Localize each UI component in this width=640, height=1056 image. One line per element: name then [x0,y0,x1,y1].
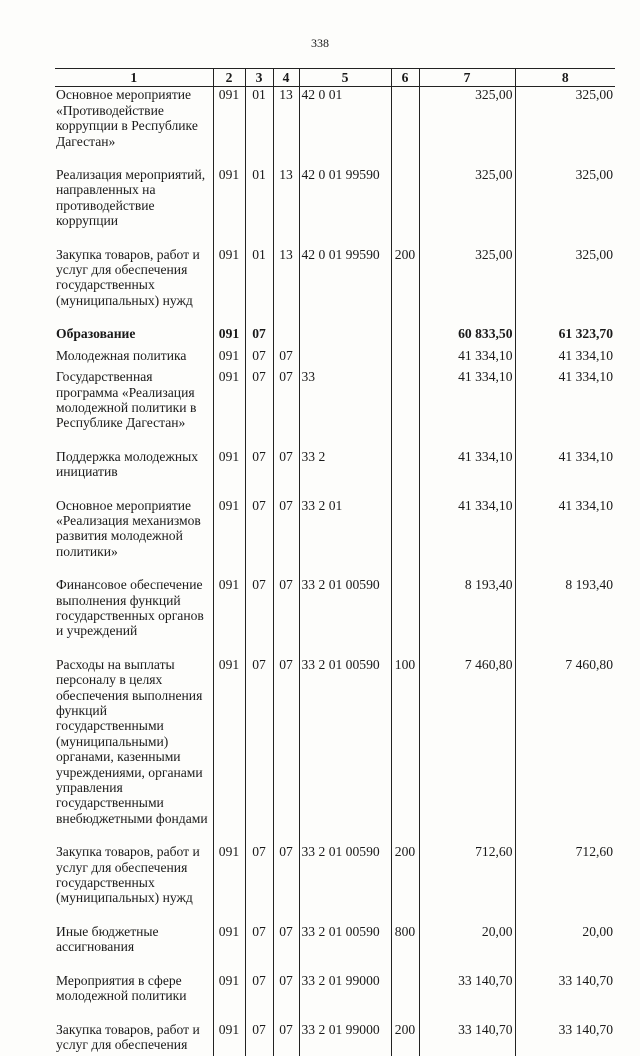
row-c3-cell: 07 [245,369,273,449]
row-c3-cell: 01 [245,167,273,247]
row-c8-cell: 41 334,10 [515,498,615,578]
row-c3-cell: 07 [245,973,273,1022]
row-c7-cell: 60 833,50 [419,326,515,347]
row-c5-cell: 33 2 01 99000 [299,1022,391,1056]
row-c2-cell: 091 [213,369,245,449]
row-c8-cell: 712,60 [515,844,615,924]
row-c4-cell: 07 [273,498,299,578]
table-row [55,657,615,844]
row-c8-cell: 325,00 [515,247,615,327]
table-row [55,87,615,167]
row-c5-cell: 33 2 01 00590 [299,657,391,844]
row-c3-cell: 07 [245,449,273,498]
row-c7-cell: 325,00 [419,87,515,167]
row-c7-cell: 41 334,10 [419,449,515,498]
row-c8-cell: 41 334,10 [515,348,615,369]
row-c4-cell: 13 [273,167,299,247]
row-c5-cell: 42 0 01 99590 [299,167,391,247]
row-c8-cell: 325,00 [515,167,615,247]
row-c7-cell: 41 334,10 [419,498,515,578]
row-c7-cell: 7 460,80 [419,657,515,844]
row-c8-cell: 325,00 [515,87,615,167]
row-c2-cell: 091 [213,924,245,973]
row-c5-cell: 33 2 01 00590 [299,577,391,657]
row-c6-cell [391,577,419,657]
row-c3-cell: 07 [245,1022,273,1056]
row-c4-cell: 07 [273,973,299,1022]
row-c8-cell: 20,00 [515,924,615,973]
header-col-1: 1 [55,69,213,87]
row-c7-cell: 325,00 [419,167,515,247]
header-row [55,69,615,87]
row-c5-cell: 42 0 01 [299,87,391,167]
row-c2-cell: 091 [213,657,245,844]
row-name-cell: Закупка товаров, работ и услуг для обеспечения государственных (муниципальных) нужд [55,247,213,327]
row-c7-cell: 712,60 [419,844,515,924]
row-c2-cell: 091 [213,348,245,369]
row-c4-cell: 13 [273,247,299,327]
table-row [55,449,615,498]
row-c2-cell: 091 [213,87,245,167]
row-c5-cell: 42 0 01 99590 [299,247,391,327]
row-c6-cell [391,326,419,347]
row-c8-cell: 41 334,10 [515,449,615,498]
row-c4-cell: 07 [273,657,299,844]
table-row [55,348,615,369]
row-name-cell: Мероприятия в сфере молодежной политики [55,973,213,1022]
row-c4-cell: 07 [273,577,299,657]
table-row [55,924,615,973]
header-col-5: 5 [299,69,391,87]
row-c3-cell: 07 [245,326,273,347]
row-c7-cell: 20,00 [419,924,515,973]
row-c6-cell [391,973,419,1022]
row-c6-cell [391,498,419,578]
row-c5-cell: 33 2 [299,449,391,498]
row-c2-cell: 091 [213,326,245,347]
row-name-cell: Основное мероприятие «Противодействие коррупции в Республике Дагестан» [55,87,213,167]
row-name-cell: Образование [55,326,213,347]
row-c8-cell: 8 193,40 [515,577,615,657]
header-col-8: 8 [515,69,615,87]
table-row [55,247,615,327]
table-row [55,577,615,657]
row-c3-cell: 07 [245,577,273,657]
row-c3-cell: 07 [245,844,273,924]
row-c5-cell: 33 2 01 00590 [299,844,391,924]
row-c4-cell: 07 [273,844,299,924]
row-c5-cell [299,326,391,347]
row-c8-cell: 7 460,80 [515,657,615,844]
table-row [55,973,615,1022]
header-col-7: 7 [419,69,515,87]
row-name-cell: Иные бюджетные ассигнования [55,924,213,973]
row-c2-cell: 091 [213,449,245,498]
row-c8-cell: 61 323,70 [515,326,615,347]
row-c7-cell: 41 334,10 [419,369,515,449]
row-c4-cell: 07 [273,348,299,369]
row-name-cell: Закупка товаров, работ и услуг для обеспечения [55,1022,213,1056]
header-col-3: 3 [245,69,273,87]
table-body [55,87,615,1056]
row-c6-cell: 800 [391,924,419,973]
row-name-cell: Закупка товаров, работ и услуг для обеспечения государственных (муниципальных) нужд [55,844,213,924]
row-c2-cell: 091 [213,498,245,578]
row-c4-cell: 07 [273,369,299,449]
page-number: 338 [0,36,640,51]
row-name-cell: Поддержка молодежных инициатив [55,449,213,498]
row-c7-cell: 325,00 [419,247,515,327]
row-c4-cell: 07 [273,924,299,973]
row-c8-cell: 33 140,70 [515,973,615,1022]
row-c6-cell [391,449,419,498]
row-c7-cell: 8 193,40 [419,577,515,657]
row-c2-cell: 091 [213,973,245,1022]
table-row [55,326,615,347]
row-c2-cell: 091 [213,577,245,657]
row-c3-cell: 07 [245,498,273,578]
row-c7-cell: 33 140,70 [419,1022,515,1056]
row-name-cell: Молодежная политика [55,348,213,369]
row-c6-cell: 200 [391,247,419,327]
row-name-cell: Расходы на выплаты персоналу в целях обеспечения выполнения функций государственными (муниципальными) органами, казенными учреждениями, органами управления государственными внебюджетными фондами [55,657,213,844]
row-c3-cell: 01 [245,87,273,167]
row-c3-cell: 07 [245,657,273,844]
row-c3-cell: 07 [245,924,273,973]
row-name-cell: Основное мероприятие «Реализация механизмов развития молодежной политики» [55,498,213,578]
row-c6-cell [391,369,419,449]
row-c4-cell [273,326,299,347]
header-col-6: 6 [391,69,419,87]
row-c5-cell: 33 2 01 00590 [299,924,391,973]
row-name-cell: Государственная программа «Реализация молодежной политики в Республике Дагестан» [55,369,213,449]
row-c6-cell: 200 [391,1022,419,1056]
row-c6-cell: 200 [391,844,419,924]
row-c2-cell: 091 [213,1022,245,1056]
row-c7-cell: 33 140,70 [419,973,515,1022]
row-c4-cell: 13 [273,87,299,167]
row-name-cell: Финансовое обеспечение выполнения функций государственных органов и учреждений [55,577,213,657]
row-c6-cell [391,87,419,167]
row-c4-cell: 07 [273,449,299,498]
table-row [55,844,615,924]
row-c2-cell: 091 [213,844,245,924]
row-c5-cell [299,348,391,369]
row-c5-cell: 33 [299,369,391,449]
header-col-2: 2 [213,69,245,87]
row-name-cell: Реализация мероприятий, направленных на противодействие коррупции [55,167,213,247]
row-c6-cell [391,167,419,247]
row-c6-cell: 100 [391,657,419,844]
table-row [55,498,615,578]
row-c5-cell: 33 2 01 [299,498,391,578]
row-c8-cell: 33 140,70 [515,1022,615,1056]
row-c2-cell: 091 [213,167,245,247]
table-row [55,369,615,449]
row-c3-cell: 01 [245,247,273,327]
table-row [55,167,615,247]
row-c6-cell [391,348,419,369]
row-c2-cell: 091 [213,247,245,327]
budget-table [55,68,615,1056]
row-c5-cell: 33 2 01 99000 [299,973,391,1022]
row-c8-cell: 41 334,10 [515,369,615,449]
row-c3-cell: 07 [245,348,273,369]
row-c4-cell: 07 [273,1022,299,1056]
table-row [55,1022,615,1056]
header-col-4: 4 [273,69,299,87]
row-c7-cell: 41 334,10 [419,348,515,369]
